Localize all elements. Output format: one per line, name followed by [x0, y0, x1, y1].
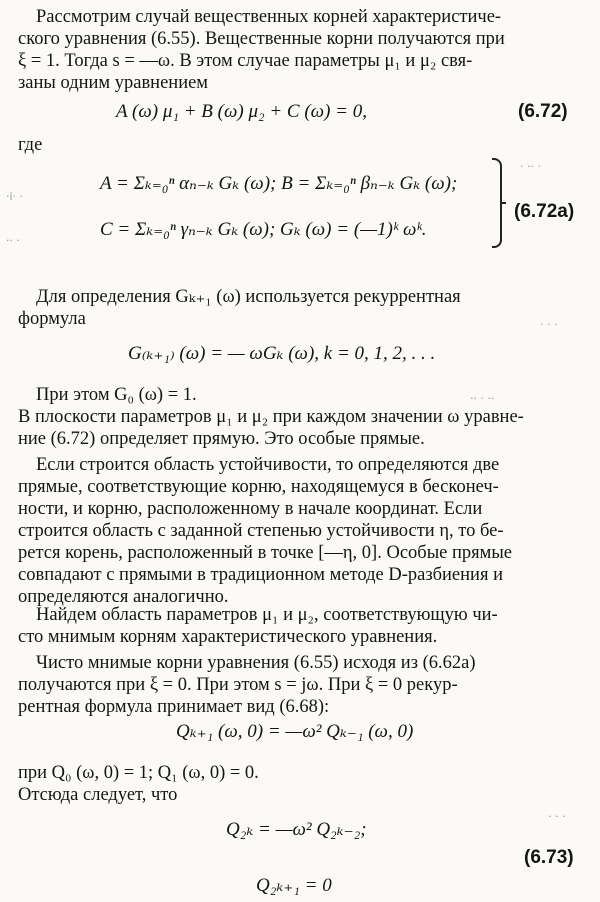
- scan-noise: ·ⅰ· ·: [6, 190, 24, 203]
- text-line: ние (6.72) определяет прямую. Это особые прямые.: [18, 429, 425, 449]
- text-line: заны одним уравнением: [18, 73, 209, 93]
- scan-noise: ·· · ··: [470, 392, 495, 405]
- scan-noise: · · ·: [548, 810, 566, 823]
- equation-6-72a-line-2: C = Σₖ₌₀ⁿ γₙ₋ₖ Gₖ (ω); Gₖ (ω) = (—1)ᵏ ωᵏ.: [100, 219, 427, 240]
- text-line: ского уравнения (6.55). Вещественные корни получаются при: [18, 29, 505, 49]
- text-line: совпадают с прямыми в традиционном методе D-разбиения и: [18, 565, 503, 585]
- scan-noise: ·· ·: [6, 234, 20, 247]
- text-line: Для определения Gₖ₊₁ (ω) используется рекуррентная: [36, 287, 461, 307]
- equation-number: (6.73): [524, 847, 574, 868]
- text-line: Рассмотрим случай вещественных корней характеристиче-: [36, 7, 502, 27]
- equation-6-73-line-2: Q₂ₖ₊₁ = 0: [256, 875, 332, 896]
- text-line: где: [18, 135, 43, 155]
- equation-number: (6.72): [518, 101, 568, 122]
- text-line: рется корень, расположенный в точке [—η, 0]. Особые прямые: [18, 543, 512, 563]
- q-recurrence-formula: Qₖ₊₁ (ω, 0) = —ω² Qₖ₋₁ (ω, 0): [176, 721, 414, 742]
- text-line: формула: [18, 309, 86, 329]
- text-line: сто мнимым корням характеристического уравнения.: [18, 627, 438, 647]
- text-line: Если строится область устойчивости, то определяются две: [36, 455, 500, 475]
- equation-6-73-line-1: Q₂ₖ = —ω² Q₂ₖ₋₂;: [226, 819, 367, 840]
- text-line: рентная формула принимает вид (6.68):: [18, 697, 330, 717]
- text-line: Чисто мнимые корни уравнения (6.55) исходя из (6.62а): [36, 653, 476, 673]
- text-line: Найдем область параметров μ₁ и μ₂, соответствующую чи-: [36, 605, 498, 625]
- text-line: ξ = 1. Тогда s = —ω. В этом случае параметры μ₁ и μ₂ свя-: [18, 51, 473, 71]
- text-line: получаются при ξ = 0. При этом s = jω. При ξ = 0 рекур-: [18, 675, 458, 695]
- text-line: ности, и корню, расположенному в начале координат. Если: [18, 499, 483, 519]
- scan-noise: · ·· ·: [520, 160, 541, 173]
- equation-6-72a-line-1: A = Σₖ₌₀ⁿ αₙ₋ₖ Gₖ (ω); B = Σₖ₌₀ⁿ βₙ₋ₖ Gₖ (ω);: [100, 173, 458, 194]
- right-brace-tip: [500, 202, 506, 204]
- equation-number: (6.72а): [514, 201, 575, 222]
- text-line: В плоскости параметров μ₁ и μ₂ при каждом значении ω уравне-: [18, 407, 524, 427]
- text-line: При этом G₀ (ω) = 1.: [36, 385, 197, 405]
- scan-noise: · · ·: [540, 318, 558, 331]
- recurrence-formula: G₍ₖ₊₁₎ (ω) = — ωGₖ (ω), k = 0, 1, 2, . . .: [128, 343, 436, 364]
- text-line: при Q₀ (ω, 0) = 1; Q₁ (ω, 0) = 0.: [18, 763, 259, 783]
- equation-6-72: A (ω) μ₁ + B (ω) μ₂ + C (ω) = 0,: [116, 101, 367, 122]
- text-line: строится область с заданной степенью устойчивости η, то бе-: [18, 521, 504, 541]
- text-line: прямые, соответствующие корню, находящемуся в бесконеч-: [18, 477, 499, 497]
- text-line: определяются аналогично.: [18, 587, 229, 607]
- text-line: Отсюда следует, что: [18, 785, 178, 805]
